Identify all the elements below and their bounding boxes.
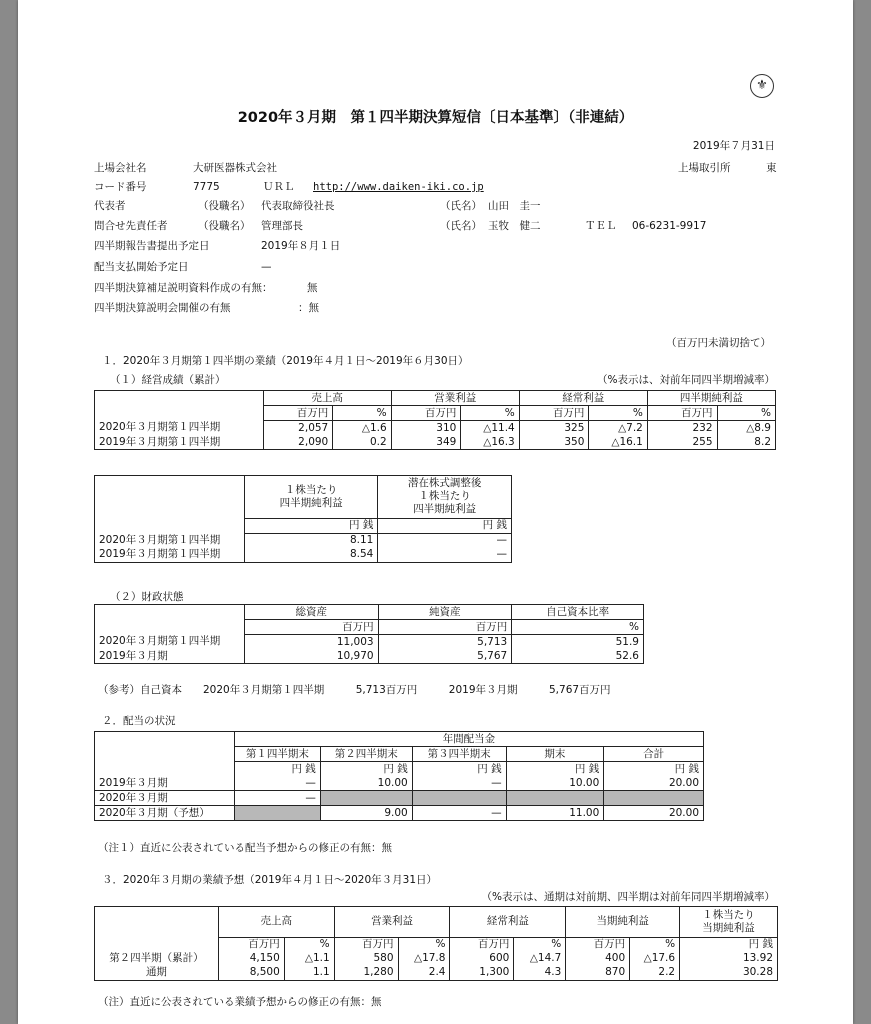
unit-cell: 百万円 — [647, 406, 717, 421]
corner-cell — [95, 620, 245, 635]
corner-cell — [95, 518, 245, 533]
contact-title: 管理部長 — [261, 220, 303, 232]
data-cell: 1.1 — [284, 966, 334, 981]
data-cell: 600 — [450, 952, 514, 966]
exchange-label: 上場取引所 — [678, 162, 731, 174]
corner-cell — [95, 762, 235, 777]
unit-cell: 百万円 — [378, 620, 512, 635]
data-cell: 4.3 — [514, 966, 566, 981]
corner-cell — [95, 605, 245, 620]
data-cell: 10.00 — [506, 776, 604, 791]
data-cell: △16.3 — [461, 435, 519, 450]
unit-cell: 円 銭 — [244, 518, 378, 533]
dividend-date-label: 配当支払開始予定日 — [94, 261, 189, 273]
section2-title: ２．配当の状況 — [102, 715, 176, 727]
unit-cell: 百万円 — [519, 406, 589, 421]
annual-dividend-header: 年間配当金 — [234, 732, 703, 747]
forecast-footnote: （注）直近に公表されている業績予想からの修正の有無：無 — [98, 996, 382, 1008]
data-cell: 20.00 — [604, 776, 704, 791]
section3-note: （%表示は、通期は対前期、四半期は対前年同四半期増減率） — [481, 891, 775, 903]
row-label: 2020年３月期第１四半期 — [95, 635, 245, 650]
shaded-cell — [506, 791, 604, 806]
unit-cell: 円 銭 — [378, 518, 512, 533]
corner-cell — [95, 406, 264, 421]
contact-name-label: （氏名） — [440, 220, 482, 232]
rep-title-label: （役職名） — [198, 200, 251, 212]
data-cell: 2.2 — [630, 966, 680, 981]
data-cell: 2,090 — [263, 435, 333, 450]
shaded-cell — [320, 791, 412, 806]
data-cell: 10,970 — [244, 649, 378, 664]
unit-cell: 百万円 — [391, 406, 461, 421]
unit-cell: 円 銭 — [412, 762, 506, 777]
header-cell: 四半期純利益 — [647, 391, 775, 406]
contact-title-label: （役職名） — [198, 220, 251, 232]
shaded-cell — [412, 791, 506, 806]
forecast-table — [94, 906, 778, 981]
row-label: 2019年３月期第１四半期 — [95, 548, 245, 563]
header-cell: 営業利益 — [334, 907, 450, 938]
data-cell: 20.00 — [604, 806, 704, 821]
unit-cell: 百万円 — [244, 620, 378, 635]
header-cell: 営業利益 — [391, 391, 519, 406]
row-label: 通期 — [95, 966, 219, 981]
section1-1-title: （１）経営成績（累計） — [110, 374, 226, 386]
data-cell: 11.00 — [506, 806, 604, 821]
corner-cell — [95, 907, 219, 938]
data-cell: 325 — [519, 421, 589, 436]
data-cell: △16.1 — [589, 435, 647, 450]
header-cell: 純資産 — [378, 605, 512, 620]
data-cell: 8.2 — [717, 435, 775, 450]
data-cell: △7.2 — [589, 421, 647, 436]
corner-cell — [95, 747, 235, 762]
row-label: 2020年３月期 — [95, 791, 235, 806]
eps-header-line: １株当たり — [418, 490, 471, 503]
corner-cell — [95, 937, 219, 952]
header-cell: 自己資本比率 — [512, 605, 644, 620]
url-label: ＵＲＬ — [263, 181, 295, 193]
eps-header-line: 潜在株式調整後 — [407, 477, 482, 490]
unit-cell: % — [398, 937, 450, 952]
data-cell: 350 — [519, 435, 589, 450]
data-cell: — — [378, 548, 512, 563]
unit-cell: % — [461, 406, 519, 421]
report-date: 2019年７月31日 — [692, 140, 775, 152]
company-name-label: 上場会社名 — [94, 162, 147, 174]
data-cell: 1,300 — [450, 966, 514, 981]
report-date-value: 2019年８月１日 — [261, 240, 341, 252]
report-date-label: 四半期報告書提出予定日 — [94, 240, 210, 252]
section1-title: １．2020年３月期第１四半期の業績（2019年４月１日～2019年６月30日） — [102, 355, 469, 367]
eps-header-line: 四半期純利益 — [413, 503, 477, 516]
rep-name: 山田 圭一 — [488, 200, 541, 212]
header-cell: 期末 — [506, 747, 604, 762]
data-cell: — — [412, 776, 506, 791]
unit-cell: % — [630, 937, 680, 952]
units-note: （百万円未満切捨て） — [666, 337, 771, 349]
exchange-value: 東 — [766, 162, 777, 174]
tel-value: 06-6231-9917 — [632, 220, 707, 232]
data-cell: — — [378, 533, 512, 548]
briefing-label: 四半期決算説明会開催の有無 — [94, 302, 231, 314]
unit-cell: 円 銭 — [506, 762, 604, 777]
unit-cell: % — [333, 406, 391, 421]
data-cell: 11,003 — [244, 635, 378, 650]
unit-cell: % — [514, 937, 566, 952]
data-cell: 8.11 — [244, 533, 378, 548]
unit-cell: 百万円 — [218, 937, 284, 952]
data-cell: △17.6 — [630, 952, 680, 966]
data-cell: 10.00 — [320, 776, 412, 791]
company-name: 大研医器株式会社 — [193, 162, 277, 174]
unit-cell: % — [717, 406, 775, 421]
data-cell: △8.9 — [717, 421, 775, 436]
company-url-link[interactable]: http://www.daiken-iki.co.jp — [313, 181, 484, 193]
header-cell: 経常利益 — [519, 391, 647, 406]
diluted-eps-header — [378, 476, 512, 519]
unit-cell: % — [284, 937, 334, 952]
header-cell: 売上高 — [263, 391, 391, 406]
data-cell: △11.4 — [461, 421, 519, 436]
corner-cell — [95, 391, 264, 406]
document-page — [18, 0, 853, 1024]
code-value: 7775 — [193, 181, 220, 193]
document-title: 2020年３月期 第１四半期決算短信〔日本基準〕（非連結） — [237, 110, 634, 126]
data-cell: 0.2 — [333, 435, 391, 450]
unit-cell: 円 銭 — [680, 937, 778, 952]
data-cell: 310 — [391, 421, 461, 436]
header-cell: 総資産 — [244, 605, 378, 620]
financial-position-table — [94, 604, 644, 664]
data-cell: 4,150 — [218, 952, 284, 966]
section3-title: ３．2020年３月期の業績予想（2019年４月１日～2020年３月31日） — [102, 874, 438, 886]
header-cell: 経常利益 — [450, 907, 566, 938]
data-cell: △17.8 — [398, 952, 450, 966]
dividends-table — [94, 731, 704, 821]
data-cell: — — [412, 806, 506, 821]
data-cell: 8.54 — [244, 548, 378, 563]
data-cell: 870 — [566, 966, 630, 981]
data-cell: 1,280 — [334, 966, 398, 981]
unit-cell: 百万円 — [566, 937, 630, 952]
header-cell: 第１四半期末 — [234, 747, 320, 762]
tel-label: ＴＥＬ — [585, 220, 617, 232]
dividend-footnote: （注１）直近に公表されている配当予想からの修正の有無：無 — [98, 842, 392, 854]
eps-header-line: 四半期純利益 — [279, 496, 343, 509]
row-label: 2020年３月期（予想） — [95, 806, 235, 821]
data-cell: 30.28 — [680, 966, 778, 981]
dividend-date-value: — — [261, 261, 272, 273]
unit-cell: % — [512, 620, 644, 635]
unit-cell: 百万円 — [263, 406, 333, 421]
data-cell: 349 — [391, 435, 461, 450]
data-cell: 2.4 — [398, 966, 450, 981]
data-cell: 2,057 — [263, 421, 333, 436]
unit-cell: 円 銭 — [604, 762, 704, 777]
data-cell: 400 — [566, 952, 630, 966]
rep-label: 代表者 — [94, 200, 126, 212]
shaded-cell — [234, 806, 320, 821]
data-cell: 232 — [647, 421, 717, 436]
unit-cell: % — [589, 406, 647, 421]
data-cell: △1.1 — [284, 952, 334, 966]
data-cell: 13.92 — [680, 952, 778, 966]
operating-results-table — [94, 390, 776, 450]
data-cell: 8,500 — [218, 966, 284, 981]
unit-cell: 百万円 — [450, 937, 514, 952]
briefing-value: ：無 — [298, 302, 319, 314]
data-cell: 51.9 — [512, 635, 644, 650]
section1-1-note: （%表示は、対前年同四半期増減率） — [597, 374, 775, 386]
unit-cell: 円 銭 — [234, 762, 320, 777]
header-cell: 合計 — [604, 747, 704, 762]
unit-cell: 円 銭 — [320, 762, 412, 777]
corner-cell — [95, 476, 245, 519]
corner-cell — [95, 732, 235, 747]
header-cell: 当期純利益 — [566, 907, 680, 938]
eps-header-line: １株当たり — [702, 908, 755, 921]
code-label: コード番号 — [94, 181, 147, 193]
row-label: 2019年３月期第１四半期 — [95, 435, 264, 450]
data-cell: △14.7 — [514, 952, 566, 966]
data-cell: △1.6 — [333, 421, 391, 436]
contact-name: 玉牧 健二 — [488, 220, 541, 232]
supp-material-label: 四半期決算補足説明資料作成の有無： — [94, 282, 273, 294]
rep-name-label: （氏名） — [440, 200, 482, 212]
data-cell: 5,713 — [378, 635, 512, 650]
header-cell: 売上高 — [218, 907, 334, 938]
row-label: 2020年３月期第１四半期 — [95, 421, 264, 436]
eps-header — [244, 476, 378, 519]
row-label: 2019年３月期 — [95, 649, 245, 664]
fasf-mark-icon: ⚜ — [750, 74, 774, 98]
row-label: 第２四半期（累計） — [95, 952, 219, 966]
data-cell: — — [234, 776, 320, 791]
eps-forecast-header — [680, 907, 778, 938]
row-label: 2020年３月期第１四半期 — [95, 533, 245, 548]
data-cell: 580 — [334, 952, 398, 966]
contact-label: 問合せ先責任者 — [94, 220, 168, 232]
data-cell: — — [234, 791, 320, 806]
rep-title: 代表取締役社長 — [261, 200, 335, 212]
unit-cell: 百万円 — [334, 937, 398, 952]
shaded-cell — [604, 791, 704, 806]
data-cell: 52.6 — [512, 649, 644, 664]
equity-reference-note: （参考）自己資本 2020年３月期第１四半期 5,713百万円 2019年３月期 5,767百万円 — [98, 684, 611, 696]
eps-table — [94, 475, 512, 563]
eps-header-line: 当期純利益 — [702, 921, 755, 934]
data-cell: 255 — [647, 435, 717, 450]
header-cell: 第３四半期末 — [412, 747, 506, 762]
header-cell: 第２四半期末 — [320, 747, 412, 762]
data-cell: 9.00 — [320, 806, 412, 821]
supp-material-value: 無 — [307, 282, 318, 294]
row-label: 2019年３月期 — [95, 776, 235, 791]
data-cell: 5,767 — [378, 649, 512, 664]
eps-header-line: １株当たり — [284, 483, 338, 496]
section1-2-title: （２）財政状態 — [110, 591, 184, 603]
